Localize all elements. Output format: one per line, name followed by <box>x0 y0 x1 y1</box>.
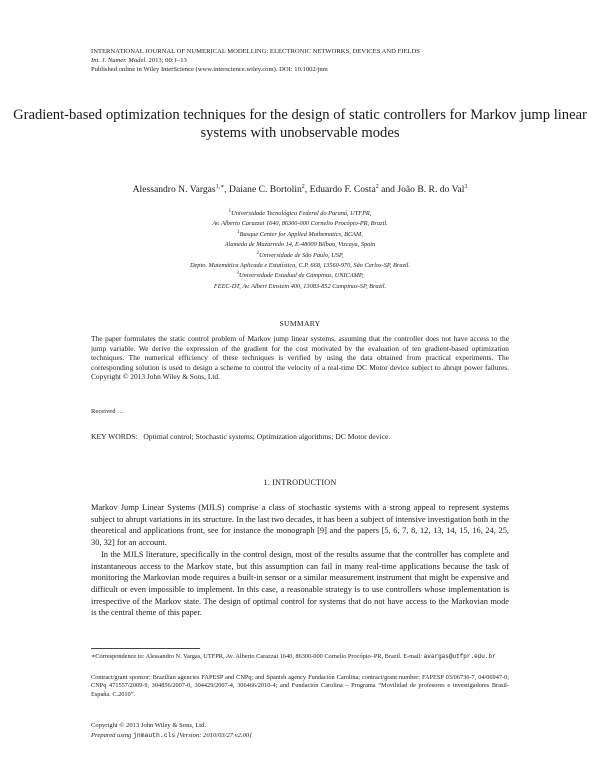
introduction-heading: 1. INTRODUCTION <box>263 478 337 487</box>
keywords-label: KEY WORDS: <box>91 432 138 441</box>
published-online-line: Published online in Wiley InterScience (www.interscience.wiley.com). DOI: 10.1002/jnm <box>91 66 328 73</box>
version-text: [Version: 2010/03/27 v2.00] <box>176 732 252 739</box>
affiliation-line <box>0 218 600 228</box>
footnote-rule <box>91 648 200 649</box>
affiliation-text: Universidade de São Paulo, USP, <box>258 251 344 259</box>
correspondence-email[interactable]: avargas@utfpr.edu.br <box>423 653 496 660</box>
affiliation-line <box>0 260 600 270</box>
author-name: Daiane C. Bortolin <box>229 184 302 196</box>
author-affil-mark: 3 <box>464 184 468 190</box>
journal-name: INTERNATIONAL JOURNAL OF NUMERICAL MODELLING: ELECTRONIC NETWORKS, DEVICES AND FIELDS <box>91 48 420 55</box>
author-list <box>0 181 600 196</box>
affiliation-text: FEEC-DT, Av. Albert Einstein 400, 13083-852 Campinas-SP, Brazil. <box>213 282 387 290</box>
author-affil-mark: 1,∗ <box>215 184 225 190</box>
affiliation-mark: 3 <box>236 271 240 277</box>
author-name: Eduardo F. Costa <box>309 184 376 196</box>
author-affil-mark: 2 <box>301 184 305 190</box>
author-name: João B. R. do Val <box>397 184 465 196</box>
class-file-name: jnmauth.cls <box>133 732 176 739</box>
affiliation-mark: 1 <box>237 229 240 235</box>
introduction-paragraph: In the MJLS literature, specifically in the control design, most of the results assume that the controller has complete and instantaneous access to the Markov state, but this assumption can fail in many real-time applications because the task of monitoring the Markovian mode requires a built-in sensor or a similar measurement instrument that might be expensive and difficult or even impossible to implement. In this case, a reasonable strategy is to use controllers whose implementation is irrespective of the Markov state. The design of optimal control for systems that do not have access to the Markovian mode is the central theme of this paper. <box>91 549 509 618</box>
summary-heading: SUMMARY <box>279 319 321 328</box>
correspondence-footnote <box>91 653 509 661</box>
affiliation-text: Basque Center for Applied Mathematics, BCAM, <box>239 230 363 238</box>
citation-line <box>91 57 187 65</box>
citation-journal-abbrev: Int. J. Numer. Model. <box>91 57 147 64</box>
paper-title: Gradient-based optimization techniques for the design of static controllers for Markov jump linear systems with unobservable modes <box>13 107 587 141</box>
affiliation-text: Universidade Estadual de Campinas, UNICAMP, <box>239 272 364 280</box>
affiliation-text: Av. Alberto Carazzai 1640, 86300-000 Cornelio Procópio-PR, Brazil. <box>212 220 388 228</box>
summary-abstract: The paper formulates the static control problem of Markov jump linear systems, assuming that the controller does not have access to the jump variable. We derive the expression of the gradient for the cost motivated by the evaluation of ten gradient-based optimization techniques. The numerical efficiency of these techniques is verified by using the data obtained from practical experiments. The corresponding solution is used to design a scheme to control the velocity of a real-time DC Motor device subject to abrupt power failures. Copyright © 2013 John Wiley & Sons, Ltd. <box>91 334 509 382</box>
affiliation-mark: 2 <box>256 250 259 256</box>
prepared-using-label: Prepared using <box>91 732 132 739</box>
affiliation-line <box>0 281 600 291</box>
keywords-text: Optimal control; Stochastic systems; Optimization algorithms; DC Motor device. <box>143 432 391 441</box>
affiliation-line <box>0 239 600 249</box>
introduction-body <box>91 502 509 619</box>
copyright-footer: Copyright © 2013 John Wiley & Sons, Ltd. <box>91 722 207 729</box>
correspondence-text: ∗Correspondence to: Alessandro N. Vargas, UTFPR, Av. Alberto Carazzai 1640, 86300-000 Cornelio Procópio–PR, Brazil. E-mail: <box>91 653 423 660</box>
author-separator: , <box>304 184 310 196</box>
affiliation-line <box>0 270 600 280</box>
author-separator: and <box>378 184 398 196</box>
author-affil-mark: 2 <box>375 184 379 190</box>
affiliation-line <box>0 250 600 260</box>
author-separator: , <box>224 184 230 196</box>
affiliation-text: Depto. Matemática Aplicada e Estatística, C.P. 668, 13560-970, São Carlos-SP, Brazil. <box>189 262 411 270</box>
keywords-line <box>91 432 390 441</box>
affiliation-line <box>0 208 600 218</box>
citation-volume-pages: 2013; 00:1–13 <box>148 57 187 64</box>
affiliation-text: Universidade Tecnológica Federal do Paraná, UTFPR, <box>231 210 372 218</box>
affiliation-mark: 1 <box>228 209 232 214</box>
affiliation-list <box>0 208 600 291</box>
affiliation-text: Alameda de Mazarredo 14, E-48009 Bilbao, Vizcaya, Spain <box>224 241 376 249</box>
prepared-using-footer <box>91 732 252 740</box>
introduction-paragraph: Markov Jump Linear Systems (MJLS) comprise a class of stochastic systems with a strong appeal to represent systems subject to abrupt variations in its structure. In the last two decades, it has been a subject of intensive investigation both in the theoretical and applications front, see for instance the monograph [9] and the papers [5, 6, 7, 8, 12, 13, 14, 15, 16, 24, 25, 30, 32] for an account. <box>91 503 509 548</box>
received-line: Received … <box>91 408 124 415</box>
sponsor-footnote: Contract/grant sponsor: Brazilian agencies FAPESP and CNPq; and Spanish agency Fundación Carolina; contract/grant number: FAPESP 03/06736-7, 04/06947-0; CNPq 471557/2009-9, 304856/2007-0, 304429/2007-4, 306466/2010-4; and Fundación Carolina – Programa “Movilidad de profesores e investigadores Brasil-España. C.2010”. <box>91 674 509 698</box>
author-name: Alessandro N. Vargas <box>132 184 216 196</box>
affiliation-line <box>0 229 600 239</box>
